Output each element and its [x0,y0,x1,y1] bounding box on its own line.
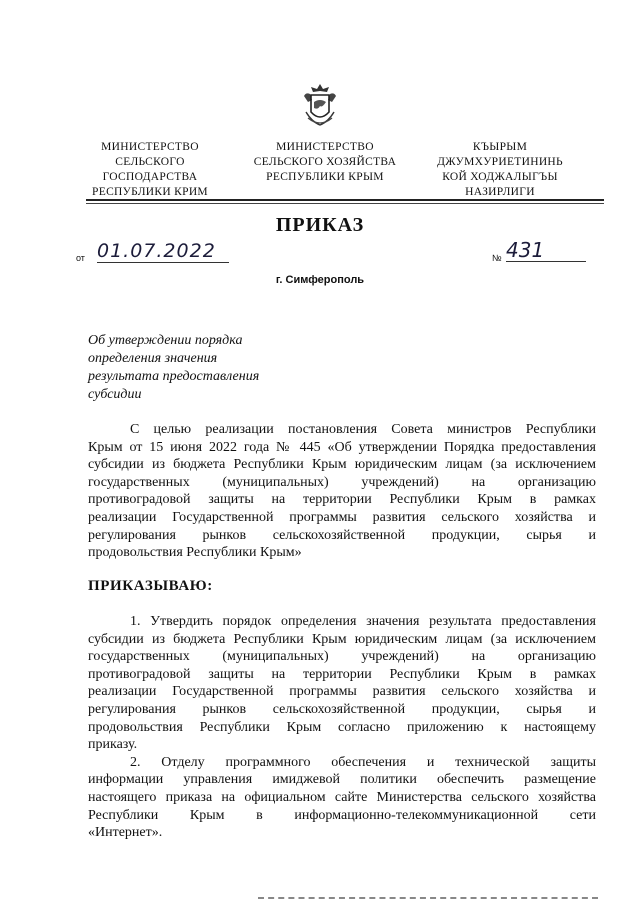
paragraph-line: Крым от 15 июня 2022 года № 445 «Об утверждении Порядка предоставления [88,439,596,455]
paragraph-line: регулирования рынков сельскохозяйственной продукции, сырья и [88,701,596,717]
paragraph-line: 1. Утвердить порядок определения значения результата предоставления [130,614,596,629]
header-line: КОЙ ХОДЖАЛЫГЪЫ [442,171,558,183]
decree-heading: ПРИКАЗЫВАЮ: [88,578,213,594]
header-divider-thin [86,203,604,204]
header-line: НАЗИРЛИГИ [465,186,535,198]
header-line: МИНИСТЕРСТВО [276,141,374,153]
preamble-paragraph [88,421,596,562]
date-label: от [76,253,85,263]
order-item-1 [88,613,596,754]
paragraph-line: Республики Крым в информационно-телекоммуникационной сети [88,807,596,823]
paragraph-line: регулирования рынков сельскохозяйственной продукции, сырья и [88,527,596,543]
header-line: МИНИСТЕРСТВО [101,141,199,153]
header-line: РЕСПУБЛИКИ КРИМ [92,186,208,198]
paragraph-line: реализации Государственной программы развития сельского хозяйства и [88,509,596,525]
paragraph-line: противоградовой защиты на территории Республики Крым в рамках [88,492,596,508]
handwritten-date: 01.07.2022 [97,240,229,263]
header-line: СЕЛЬСКОГО [115,156,185,168]
scan-footer-marks [258,897,598,901]
paragraph-line: 2. Отделу программного обеспечения и технической защиты [130,754,596,770]
header-divider-thick [86,199,604,201]
coat-of-arms-emblem [300,82,340,128]
header-line: РЕСПУБЛИКИ КРЫМ [266,171,384,183]
paragraph-line: субсидии из бюджета Республики Крым юридическим лицам (за исключением [88,457,596,473]
subject-line: результата предоставления [88,369,260,384]
number-label: № [492,253,502,263]
header-line: ДЖУМХУРИЕТИНИНЬ [437,156,563,168]
subject-line: субсидии [88,387,142,402]
paragraph-line: государственных (муниципальных) учреждений) на организацию [88,474,596,490]
paragraph-line: приказу. [88,737,138,753]
city-line: г. Симферополь [275,274,365,286]
paragraph-line: государственных (муниципальных) учреждений) на организацию [88,649,596,665]
paragraph-line: продовольствия Республики Крым» [88,545,302,561]
order-items [88,613,596,842]
header-line: ГОСПОДАРСТВА [102,171,198,183]
paragraph-line: противоградовой защиты на территории Республики Крым в рамках [88,666,596,682]
header-line: КЪЫРЫМ [472,141,528,153]
document-title: ПРИКАЗ [275,214,365,236]
paragraph-line: реализации Государственной программы развития сельского хозяйства и [88,684,596,700]
subject-line: определения значения [88,351,218,366]
header-ministry-ukrainian [65,140,235,200]
paragraph-line: субсидии из бюджета Республики Крым юридическим лицам (за исключением [88,631,596,647]
header-line: СЕЛЬСКОГО ХОЗЯЙСТВА [253,156,397,168]
order-item-2 [88,754,596,842]
header-ministry-crimean-tatar [415,140,585,200]
handwritten-order-number: 431 [506,238,586,262]
paragraph-line: С целью реализации постановления Совета министров Республики [130,422,596,437]
paragraph-line: продовольствия Республики Крым согласно приложению к настоящему [88,719,596,735]
paragraph-line: информации управления имиджевой политики обеспечить размещение [88,772,596,788]
order-subject [88,332,318,404]
paragraph-line: «Интернет». [88,825,163,841]
paragraph-line: настоящего приказа на официальном сайте Министерства сельского хозяйства [88,789,596,805]
subject-line: Об утверждении порядка [88,333,243,348]
header-ministry-russian [240,140,410,185]
